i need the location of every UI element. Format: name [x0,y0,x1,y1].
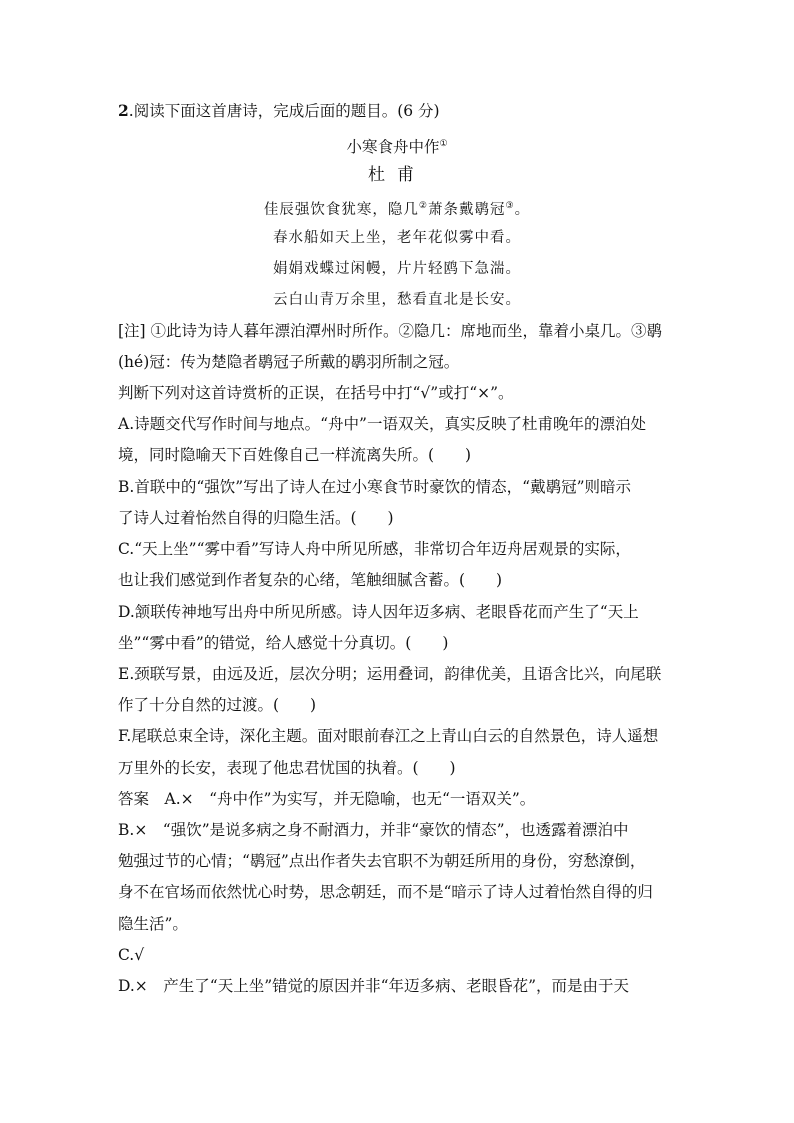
poem-author: 杜甫 [368,165,426,185]
poem-title-text: 小寒食舟中作 [346,138,440,156]
poem-verse-1 [0,196,794,220]
poem-verse-3: 娟娟戏蝶过闲幔，片片轻鸥下急湍。 [273,261,521,277]
option-b-line-2: 了诗人过着怡然自得的归隐生活。( ) [118,509,394,527]
answer-d-line-1: D.× 产生了“天上坐”错觉的原因并非“年迈多病、老眼昏花”，而是由于天 [118,977,629,995]
option-c-line-1: C.“天上坐”“雾中看”写诗人舟中所见所感，非常切合年迈舟居观景的实际， [118,540,631,558]
question-number: 2 [118,101,129,120]
option-d-line-1: D.颔联传神地写出舟中所见所感。诗人因年迈多病、老眼昏花而产生了“天上 [118,603,639,621]
option-f-line-2: 万里外的长安，表现了他忠君忧国的执着。( ) [118,759,456,777]
poem-title [0,134,794,157]
poem-title-note: ① [439,139,448,149]
verse-1-end: 。 [514,202,531,218]
option-a-line-1: A.诗题交代写作时间与地点。“舟中”一语双关，真实反映了杜甫晚年的漂泊处 [118,415,646,433]
verse-1-note-2: ② [418,201,428,211]
option-d-line-2: 坐”“雾中看”的错觉，给人感觉十分真切。( ) [118,634,449,652]
answer-b-line-2: 勉强过节的心情；“鹖冠”点出作者失去官职不为朝廷所用的身份，穷愁潦倒， [118,852,646,870]
option-a-line-2: 境，同时隐喻天下百姓像自己一样流离失所。( ) [118,446,472,464]
question-prompt: .阅读下面这首唐诗，完成后面的题目。(6 分) [128,102,440,120]
poem-verse-2: 春水船如天上坐，老年花似雾中看。 [273,230,521,246]
option-f-line-1: F.尾联总束全诗，深化主题。面对眼前春江之上青山白云的自然景色，诗人遥想 [118,727,659,745]
option-c-line-2: 也让我们感觉到作者复杂的心绪，笔触细腻含蓄。( ) [118,571,503,589]
option-e-line-1: E.颈联写景，由远及近，层次分明；运用叠词，韵律优美，且语含比兴，向尾联 [118,665,662,683]
verse-1-part-a: 佳辰强饮食犹寒，隐几 [263,202,419,218]
answer-b-line-4: 隐生活”。 [118,915,188,933]
verse-1-note-3: ③ [505,201,515,211]
verse-1-part-b: 萧条戴鹖冠 [428,202,506,218]
option-b-line-1: B.首联中的“强饮”写出了诗人在过小寒食节时豪饮的情态，“戴鹖冠”则暗示 [118,478,632,496]
answer-b-line-3: 身不在官场而依然忧心时势，思念朝廷，而不是“暗示了诗人过着怡然自得的归 [118,883,653,901]
notes-line-2: (hé)冠：传为楚隐者鹖冠子所戴的鹖羽所制之冠。 [118,353,460,371]
poem-verse-4: 云白山青万余里，愁看直北是长安。 [273,292,521,308]
instruction-text: 判断下列对这首诗赏析的正误，在括号中打“√”或打“×”。 [118,384,514,402]
option-e-line-2: 作了十分自然的过渡。( ) [118,696,317,714]
answer-c: C.√ [118,946,145,964]
notes-line-1: [注] ①此诗为诗人暮年漂泊潭州时所作。②隐几：席地而坐，靠着小桌几。③鹖 [118,322,663,340]
question-heading [118,101,678,121]
answer-a: 答案 A.× “舟中作”为实写，并无隐喻，也无“一语双关”。 [118,790,536,808]
answer-b-line-1: B.× “强饮”是说多病之身不耐酒力，并非“豪饮的情态”，也透露着漂泊中 [118,821,629,839]
